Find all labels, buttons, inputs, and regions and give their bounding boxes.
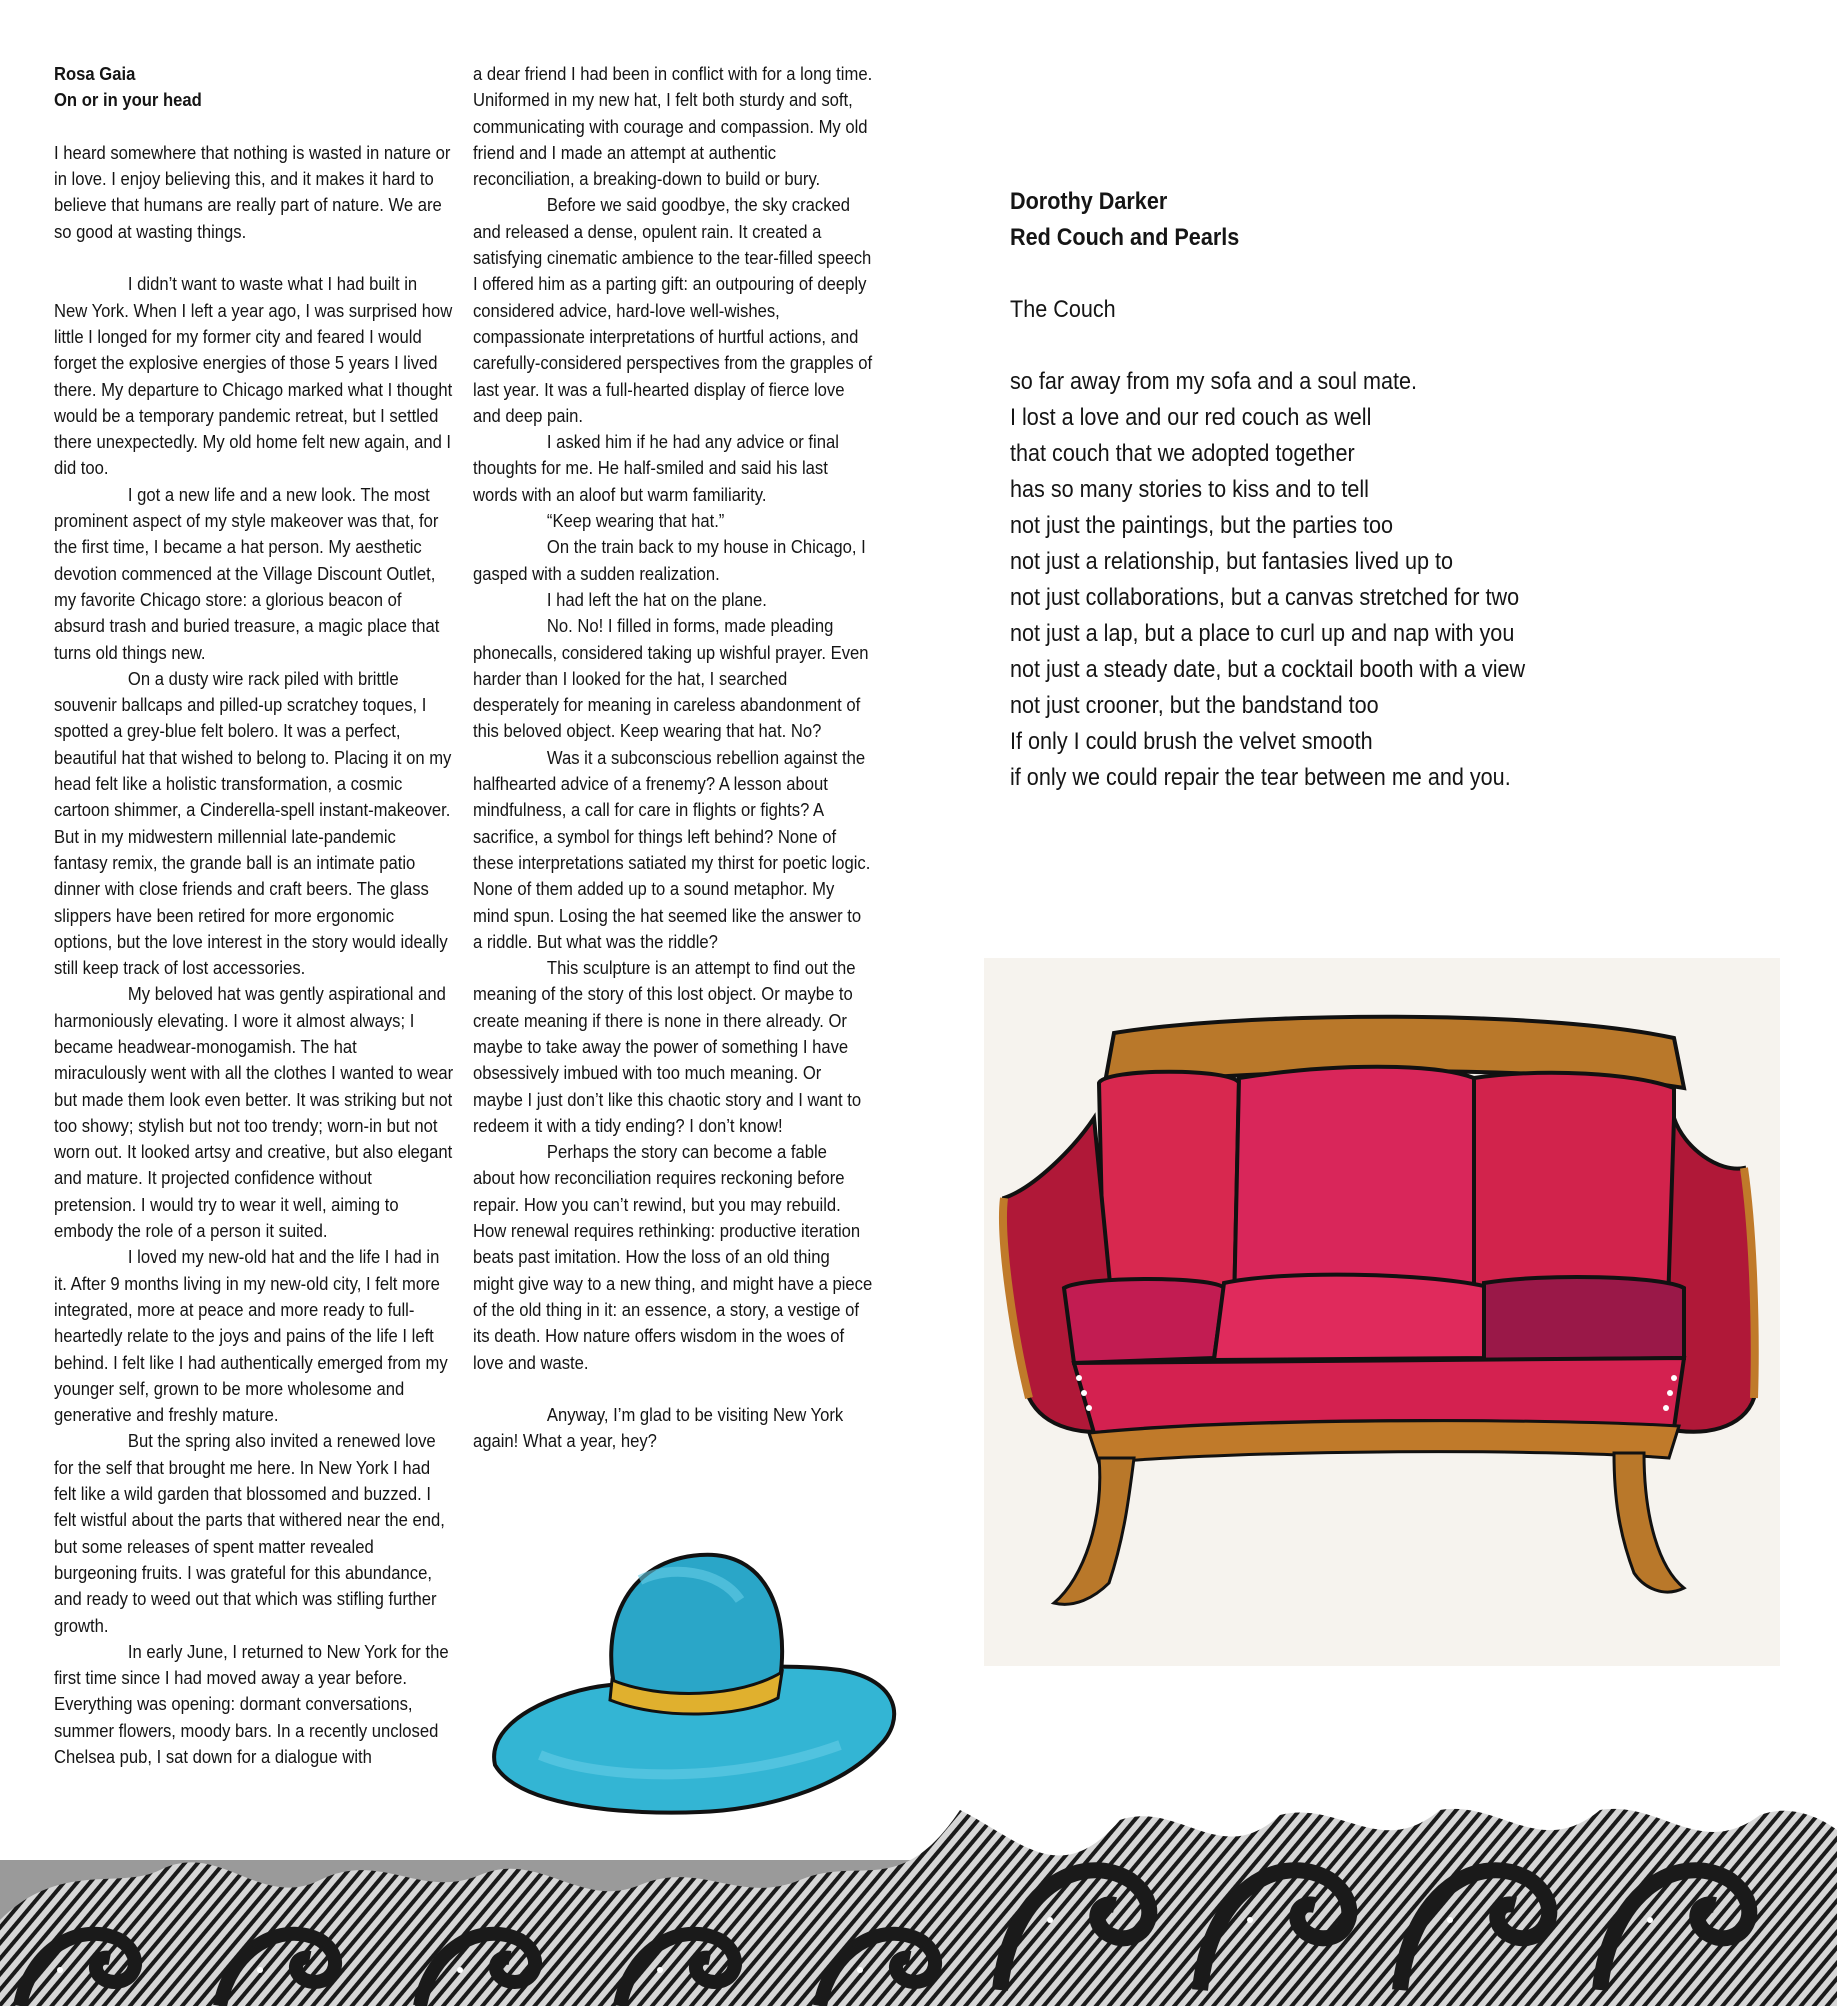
blue-hat-illustration [480,1540,910,1830]
article-column-2 [473,62,873,1456]
poem-section-title: The Couch [1010,296,1116,323]
poem-line: not just the paintings, but the parties too [1010,512,1394,539]
paragraph: “Keep wearing that hat.” [546,511,725,533]
poem-line: not just collaborations, but a canvas stretched for two [1010,584,1520,611]
paragraph: Perhaps the story can become a fable about how reconciliation requires reckoning before repair. How you can’t rewind, but you may rebuild. How renewal requires rethinking: productive iteration beats past imitation. How the loss of an old thing might give way to a new thing, and might have a piece of the old thing in it: an essence, a story, a vestige of its death. How nature offers wisdom in the woes of love and waste. [473,1142,873,1374]
poem-line: not just a steady date, but a cocktail booth with a view [1010,656,1526,683]
article-body-col2 [473,62,873,1456]
paragraph: On a dusty wire rack piled with brittle souvenir ballcaps and pilled-up scratchey toques, I spotted a grey-blue felt bolero. It was a perfect, beautiful hat that wished to belong to. Placing it on my head felt like a holistic transformation, a cosmic cartoon shimmer, a Cinderella-spell instant-makeover. But in my midwestern millennial late-pandemic fantasy remix, the grande ball is an intimate patio dinner with close friends and craft beers. The glass slippers have been retired for more ergonomic options, but the love interest in the story would ideally still keep track of lost accessories. [54,668,452,980]
paragraph: Before we said goodbye, the sky cracked and released a dense, opulent rain. It created a satisfying cinematic ambience to the tear-filled speech I offered him as a parting gift: an outpouring of deeply considered advice, hard-love well-wishes, compassionate interpretations of hurtful actions, and carefully-considered perspectives from the grapples of last year. It was a full-hearted display of fierce love and deep pain. [473,195,873,427]
paragraph: No. No! I filled in forms, made pleading phonecalls, considered taking up wishful prayer. Even harder than I looked for the hat, I searched desperately for meaning in careless abandonment of this beloved object. Keep wearing that hat. No? [473,616,869,743]
article-column-1 [54,62,454,1771]
paragraph: I heard somewhere that nothing is wasted in nature or in love. I enjoy believing this, and it makes it hard to believe that humans are really part of nature. We are so good at wasting things. [54,142,451,243]
paragraph: I didn’t want to waste what I had built in New York. When I left a year ago, I was surprised how little I longed for my former city and feared I would forget the explosive energies of those 5 years I lived there. My departure to Chicago marked what I thought would be a temporary pandemic retreat, but I settled there unexpectedly. My old home felt new again, and I did too. [54,274,453,480]
paragraph: I had left the hat on the plane. [546,589,767,611]
poem-line: has so many stories to kiss and to tell [1010,476,1369,503]
poem-line: that couch that we adopted together [1010,440,1355,467]
poem-lines [1010,364,1526,796]
poem-block [1010,184,1526,796]
red-couch-illustration [984,958,1780,1666]
paragraph: This sculpture is an attempt to find out the meaning of the story of this lost object. Or maybe to create meaning if there is none in there already. Or maybe to take away the power of something I have obsessively imbued with too much meaning. Or maybe I just don’t like this chaotic story and I want to redeem it with a tidy ending? I don’t know! [473,958,862,1137]
paragraph: Was it a subconscious rebellion against the halfhearted advice of a frenemy? A lesson about mindfulness, a call for care in flights or fights? A sacrifice, a symbol for things left behind? None of these interpretations satiated my thirst for poetic logic. None of them added up to a sound metaphor. My mind spun. Losing the hat seemed like the answer to a riddle. But what was the riddle? [473,747,871,953]
article-author: Rosa Gaia [54,64,136,85]
poem-line: if only we could repair the tear between me and you. [1010,764,1511,791]
paragraph: My beloved hat was gently aspirational and harmoniously elevating. I wore it almost always; I became headwear-monogamish. The hat miraculously went with all the clothes I wanted to wear but made them look even better. It was striking but not too showy; stylish but not too trendy; worn-in but not worn out. It looked artsy and creative, but also elegant and mature. It projected confidence without pretension. I would try to wear it well, aiming to embody the role of a person it suited. [54,984,454,1243]
wave-linocut-pattern [0,1800,1837,2006]
poem-line: not just a lap, but a place to curl up and nap with you [1010,620,1515,647]
paragraph: I got a new life and a new look. The most prominent aspect of my style makeover was that, for the first time, I became a hat person. My aesthetic devotion commenced at the Village Discount Outlet, my favorite Chicago store: a glorious beacon of absurd trash and buried treasure, a magic place that turns old things new. [54,484,440,664]
paragraph: On the train back to my house in Chicago, I gasped with a sudden realization. [473,537,866,585]
poem-line: so far away from my sofa and a soul mate. [1010,368,1417,395]
paragraph: In early June, I returned to New York for the first time since I had moved away a year before. Everything was opening: dormant conversations, summer flowers, moody bars. In a recently unclosed Chelsea pub, I sat down for a dialogue with [54,1641,449,1768]
article-body-col1 [54,141,454,1771]
paragraph: But the spring also invited a renewed love for the self that brought me here. In New York I had felt like a wild garden that blossomed and buzzed. I felt wistful about the parts that withered near the end, but some releases of spent matter revealed burgeoning fruits. I was grateful for this abundance, and ready to weed out that which was stifling further growth. [54,1431,445,1637]
poem-line: not just crooner, but the bandstand too [1010,692,1379,719]
poem-line: If only I could brush the velvet smooth [1010,728,1373,755]
poem-title: Red Couch and Pearls [1010,224,1240,251]
poem-author: Dorothy Darker [1010,188,1168,215]
paragraph: Anyway, I’m glad to be visiting New York again! What a year, hey? [473,1405,844,1453]
paragraph: I asked him if he had any advice or final thoughts for me. He half-smiled and said his last words with an aloof but warm familiarity. [473,432,839,506]
article-title: On or in your head [54,90,202,112]
paragraph: I loved my new-old hat and the life I had in it. After 9 months living in my new-old city, I felt more integrated, more at peace and more ready to full-heartedly relate to the joys and pains of the life I left behind. I felt like I had authentically emerged from my younger self, grown to be more wholesome and generative and freshly mature. [54,1247,448,1427]
poem-line: not just a relationship, but fantasies lived up to [1010,548,1454,575]
paragraph: a dear friend I had been in conflict with for a long time. Uniformed in my new hat, I felt both sturdy and soft, communicating with courage and compassion. My old friend and I made an attempt at authentic reconciliation, a breaking-down to build or bury. [473,64,873,191]
poem-line: I lost a love and our red couch as well [1010,404,1372,431]
